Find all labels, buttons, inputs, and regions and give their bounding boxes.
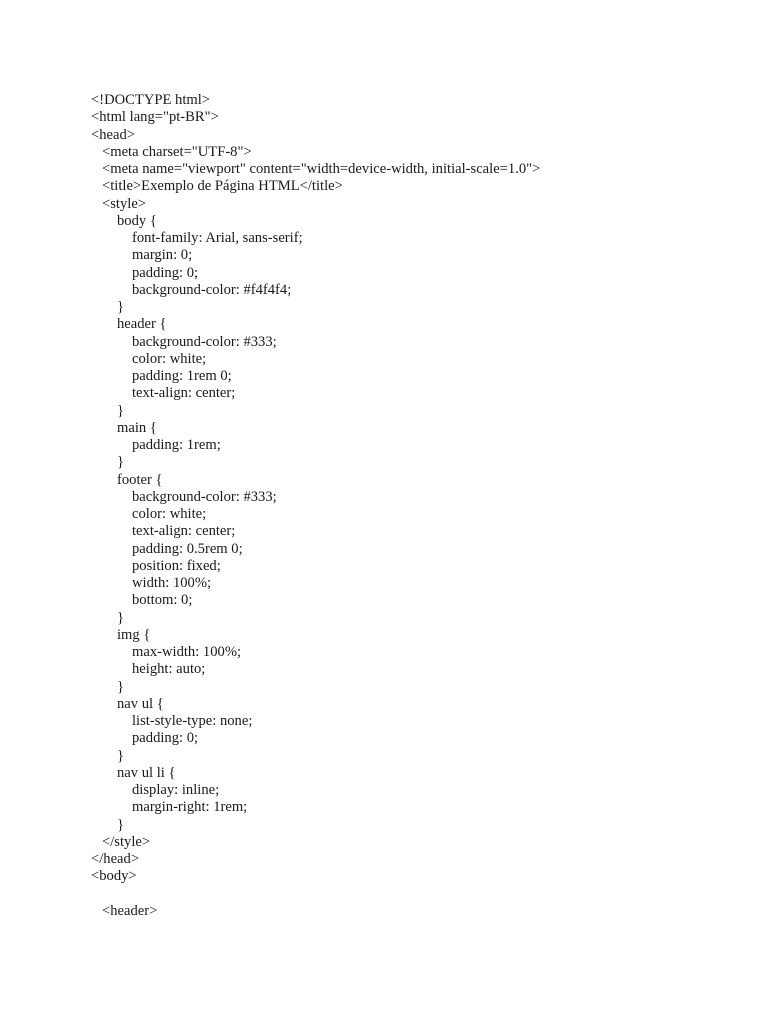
code-line: margin-right: 1rem; (132, 799, 248, 816)
code-line: color: white; (132, 506, 207, 522)
code-line: } (117, 816, 125, 833)
code-line: font-family: Arial, sans-serif; (132, 230, 303, 246)
code-line: text-align: center; (132, 523, 236, 540)
code-line: nav ul li { (117, 764, 176, 781)
code-line: background-color: #333; (132, 488, 277, 505)
code-line: </style> (102, 833, 151, 850)
code-line: width: 100%; (132, 575, 212, 591)
code-line: background-color: #f4f4f4; (132, 281, 292, 298)
code-line: </head> (91, 851, 140, 867)
code-line: img { (117, 626, 151, 643)
code-line: background-color: #333; (132, 333, 277, 350)
code-line: height: auto; (132, 661, 206, 678)
code-listing (91, 92, 731, 920)
code-line: footer { (117, 471, 163, 488)
code-line: bottom: 0; (132, 592, 193, 609)
code-line: } (117, 609, 125, 626)
code-line: display: inline; (132, 782, 220, 798)
code-line: body { (117, 212, 157, 229)
code-line: <style> (102, 195, 147, 212)
code-line: } (117, 454, 125, 471)
code-line: text-align: center; (132, 385, 236, 402)
code-line: header { (117, 316, 167, 333)
code-line: margin: 0; (132, 247, 193, 264)
code-line: } (117, 747, 125, 764)
code-line: main { (117, 419, 157, 436)
code-line: <!DOCTYPE html> (91, 92, 211, 108)
code-line: } (117, 299, 125, 315)
code-line: nav ul { (117, 695, 164, 712)
code-line: padding: 0; (132, 264, 199, 281)
code-line: <body> (91, 868, 137, 885)
code-line: <html lang="pt-BR"> (91, 109, 219, 126)
code-line: <title>Exemplo de Página HTML</title> (102, 178, 343, 195)
code-line: <head> (91, 126, 136, 143)
code-line: <header> (102, 902, 158, 919)
code-line: } (117, 678, 125, 695)
code-line: list-style-type: none; (132, 713, 253, 729)
code-line: padding: 0; (132, 730, 199, 747)
code-line: } (117, 402, 125, 419)
code-line: <meta charset="UTF-8"> (102, 143, 252, 160)
code-line: max-width: 100%; (132, 644, 242, 660)
code-line: padding: 1rem 0; (132, 368, 232, 384)
code-line: padding: 0.5rem 0; (132, 540, 243, 557)
code-line (91, 886, 731, 903)
code-line: <meta name="viewport" content="width=device-width, initial-scale=1.0"> (102, 161, 541, 177)
code-line: position: fixed; (132, 557, 221, 574)
code-line: color: white; (132, 350, 207, 367)
code-line: padding: 1rem; (132, 437, 221, 453)
